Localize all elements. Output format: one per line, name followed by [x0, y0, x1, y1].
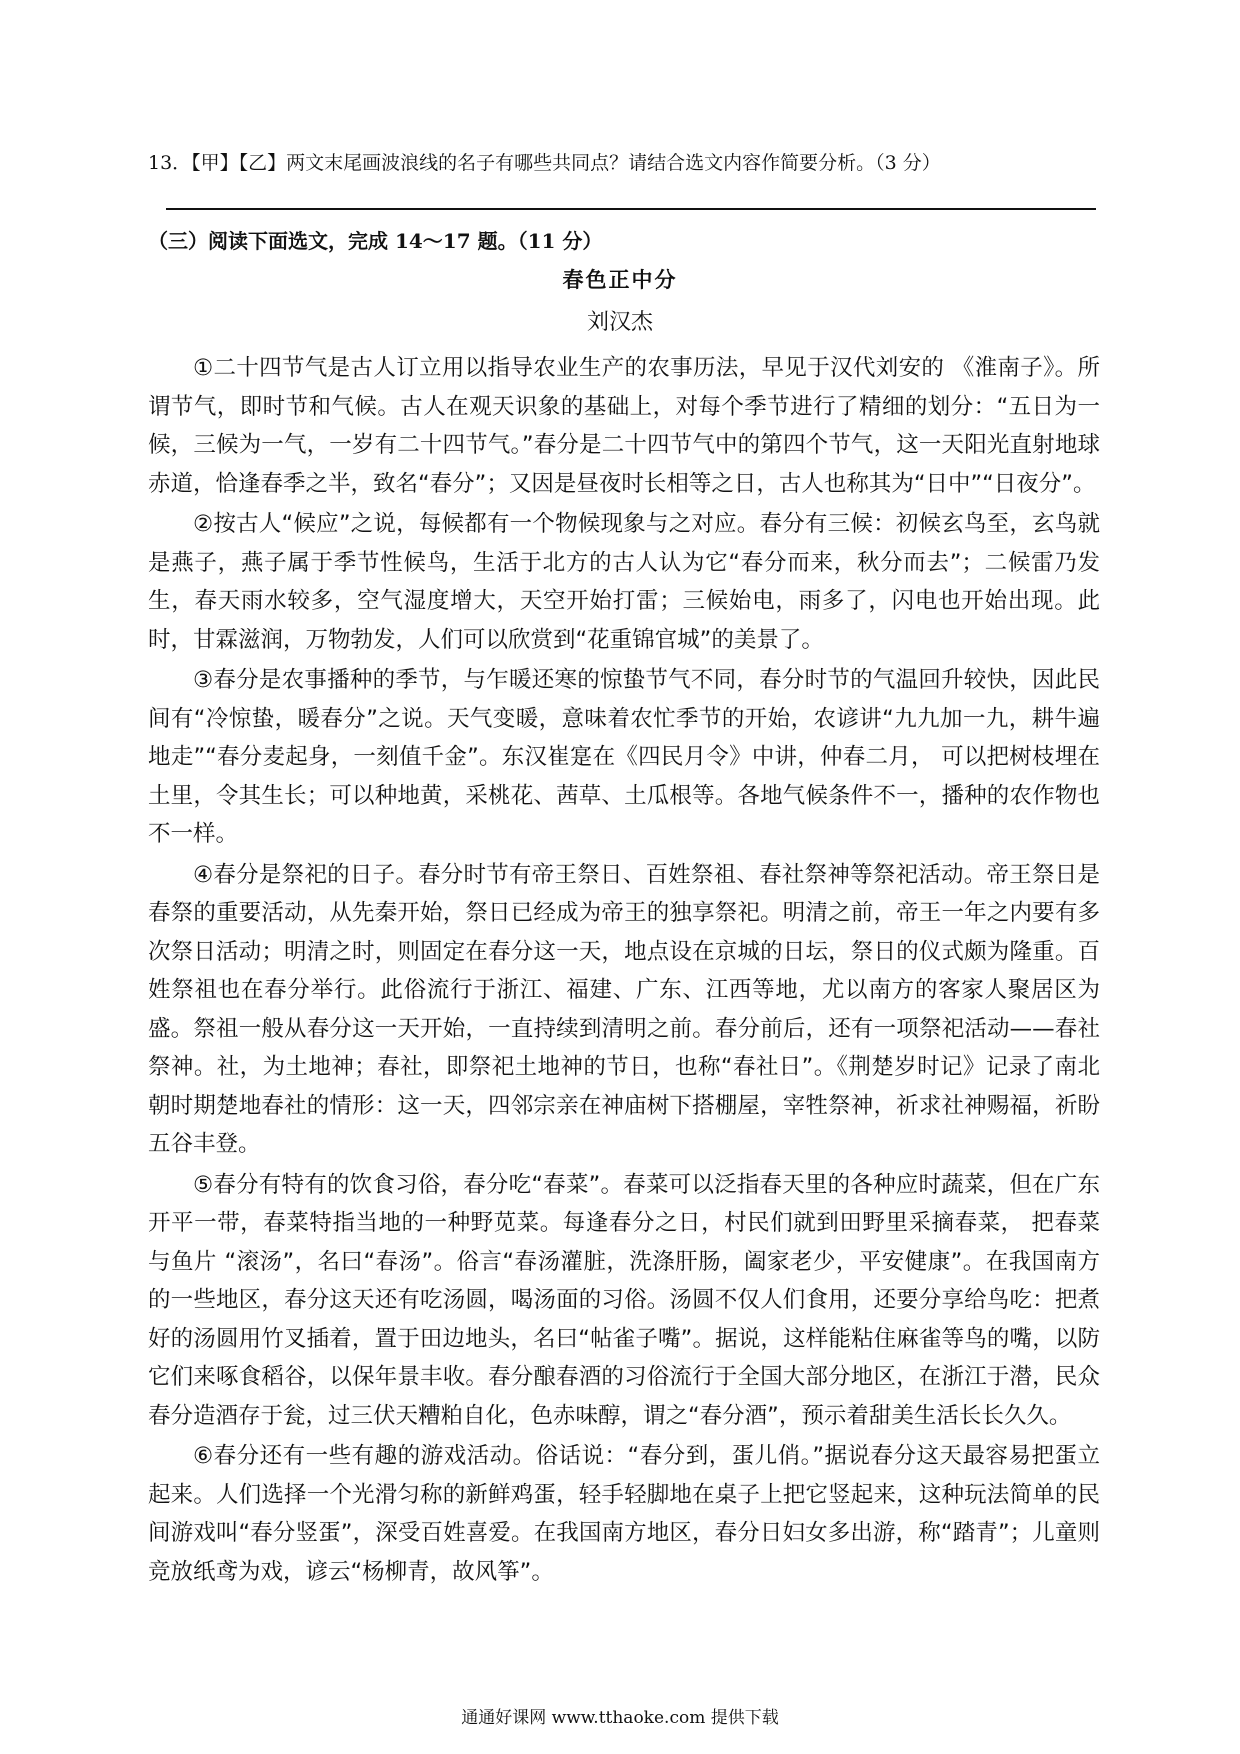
- paragraph-2: ②按古人“候应”之说，每候都有一个物候现象与之对应。春分有三候：初候玄鸟至，玄鸟就是燕子，燕子属于季节性候鸟，生活于北方的古人认为它“春分而来，秋分而去”；二候雷乃发生，春天雨水较多，空气湿度增大，天空开始打雷；三候始电，雨多了，闪电也开始出现。此时，甘霖滋润，万物勃发，人们可以欣赏到“花重锦官城”的美景了。: [148, 511, 1100, 653]
- article-body: [148, 349, 1100, 1593]
- paragraph-1: ①二十四节气是古人订立用以指导农业生产的农事历法，早见于汉代刘安的 《淮南子》。所谓节气，即时节和气候。古人在观天识象的基础上，对每个季节进行了精细的划分：“五日为一候，三候为一气，一岁有二十四节气。”春分是二十四节气中的第四个节气，这一天阳光直射地球赤道，恰逢春季之半，致名“春分”；又因是昼夜时长相等之日，古人也称其为“日中”“日夜分”。: [148, 355, 1100, 497]
- page-footer: 通通好课网 www.tthaoke.com 提供下载: [461, 1708, 779, 1728]
- paragraph-3: ③春分是农事播种的季节，与乍暖还寒的惊蛰节气不同，春分时节的气温回升较快，因此民间有“冷惊蛰，暖春分”之说。天气变暖，意味着农忙季节的开始，农谚讲“九九加一九，耕牛遍地走”“春分麦起身，一刻值千金”。东汉崔寔在《四民月令》中讲，仲春二月， 可以把树枝埋在土里，令其生长；可以种地黄，采桃花、茜草、土瓜根等。各地气候条件不一，播种的农作物也不一样。: [148, 667, 1100, 847]
- section-heading: （三）阅读下面选文，完成 14～17 题。（11 分）: [148, 229, 603, 253]
- article-title: 春色正中分: [562, 267, 678, 292]
- question-13: 13．【甲】【乙】两文末尾画波浪线的名子有哪些共同点？请结合选文内容作简要分析。（3 分）: [148, 152, 941, 174]
- answer-line: [166, 208, 1096, 210]
- paragraph-6: ⑥春分还有一些有趣的游戏活动。俗话说：“春分到，蛋儿俏。”据说春分这天最容易把蛋立起来。人们选择一个光滑匀称的新鲜鸡蛋，轻手轻脚地在桌子上把它竖起来，这种玩法简单的民间游戏叫“春分竖蛋”，深受百姓喜爱。在我国南方地区，春分日妇女多出游，称“踏青”；儿童则竞放纸鸢为戏，谚云“杨柳青，故风筝”。: [148, 1443, 1100, 1585]
- article-author: 刘汉杰: [586, 310, 653, 335]
- paragraph-5: ⑤春分有特有的饮食习俗，春分吃“春菜”。春菜可以泛指春天里的各种应时蔬菜，但在广东开平一带，春菜特指当地的一种野苋菜。每逢春分之日，村民们就到田野里采摘春菜， 把春菜与鱼片 “滚汤”，名曰“春汤”。俗言“春汤灌脏，洗涤肝肠，阖家老少，平安健康”。在我国南方的一些地区，春分这天还有吃汤圆，喝汤面的习俗。汤圆不仅人们食用，还要分享给鸟吃：把煮好的汤圆用竹叉插着，置于田边地头，名曰“帖雀子嘴”。据说，这样能粘住麻雀等鸟的嘴，以防它们来啄食稻谷，以保年景丰收。春分酿春酒的习俗流行于全国大部分地区，在浙江于潜，民众春分造酒存于瓮，过三伏天糟粕自化，色赤味醇，谓之“春分酒”，预示着甜美生活长长久久。: [148, 1171, 1100, 1429]
- paragraph-4: ④春分是祭祀的日子。春分时节有帝王祭日、百姓祭祖、春社祭神等祭祀活动。帝王祭日是春祭的重要活动，从先秦开始，祭日已经成为帝王的独享祭祀。明清之前，帝王一年之内要有多次祭日活动；明清之时，则固定在春分这一天，地点设在京城的日坛，祭日的仪式颇为隆重。百姓祭祖也在春分举行。此俗流行于浙江、福建、广东、江西等地，尤以南方的客家人聚居区为盛。祭祖一般从春分这一天开始，一直持续到清明之前。春分前后，还有一项祭祀活动——春社祭神。社，为土地神；春社，即祭祀土地神的节日，也称“春社日”。《荆楚岁时记》记录了南北朝时期楚地春社的情形：这一天，四邻宗亲在神庙树下搭棚屋，宰牲祭神，祈求社神赐福，祈盼五谷丰登。: [148, 861, 1100, 1157]
